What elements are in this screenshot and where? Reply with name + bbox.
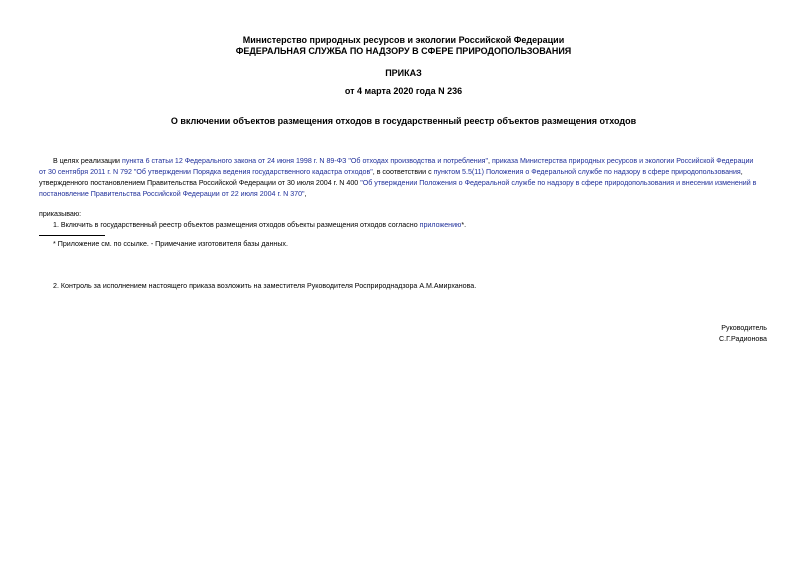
item-1-text: 1. Включить в государственный реестр объектов размещения отходов объекты размещения отходов согласно [53,221,420,229]
footnote: * Приложение см. по ссылке. - Примечание изготовителя базы данных. [53,240,288,248]
document-date-number: от 4 марта 2020 года N 236 [344,86,463,96]
ministry-name: Министерство природных ресурсов и экологии Российской Федерации [242,35,565,45]
order-792-link[interactable]: от 30 сентября 2011 г. N 792 "Об утверждении Порядка ведения государственного кадастра отходов" [39,168,373,176]
item-1-text: *. [461,221,467,229]
preamble-line-3 [39,178,756,189]
item-1 [53,220,466,231]
signature-position: Руководитель [721,324,767,332]
preamble-text: , [488,157,492,165]
footnote-divider [39,235,105,236]
signature-name: С.Г.Радионова [718,335,767,343]
appendix-link[interactable]: приложению [419,221,462,229]
preamble-text: утвержденного постановлением Правительства Российской Федерации от 30 июля 2004 г. N 400 [39,179,361,187]
preamble-line-2 [39,167,743,178]
preamble-text: , [304,190,307,198]
item-2: 2. Контроль за исполнением настоящего приказа возложить на заместителя Руководителя Росприроднадзора А.М.Амирханова. [53,282,477,290]
resolution-400-link[interactable]: "Об утверждении Положения о Федеральной службе по надзору в сфере природопользования и внесении изменений в [360,179,757,187]
preamble-line-4 [39,189,307,200]
service-name: ФЕДЕРАЛЬНАЯ СЛУЖБА ПО НАДЗОРУ В СФЕРЕ ПРИРОДОПОЛЬЗОВАНИЯ [235,46,572,56]
orders-word: приказываю: [39,210,82,218]
law-89fz-link[interactable]: пункта 6 статьи 12 Федерального закона от 24 июня 1998 г. N 89-ФЗ "Об отходах производства и потребления" [122,157,489,165]
preamble-text: , в соответствии с [372,168,434,176]
ministry-order-link[interactable]: приказа Министерства природных ресурсов и экологии Российской Федерации [491,157,754,165]
preamble-line-1 [53,156,753,167]
preamble-text: , [740,168,743,176]
document-title: О включении объектов размещения отходов в государственный реестр объектов размещения отходов [170,116,637,126]
resolution-370-link[interactable]: постановление Правительства Российской Федерации от 22 июля 2004 г. N 370" [39,190,305,198]
document-type: ПРИКАЗ [385,68,422,78]
preamble-text: В целях реализации [53,157,122,165]
regulation-clause-link[interactable]: пунктом 5.5(11) Положения о Федеральной службе по надзору в сфере природопользования [433,168,741,176]
